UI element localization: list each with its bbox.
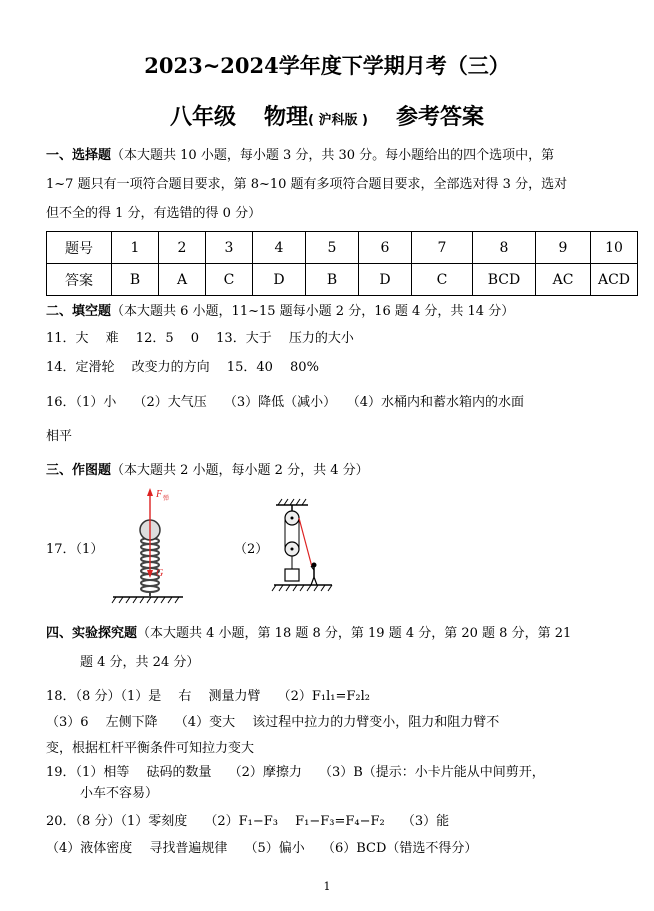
table-cell: 5 [306,232,359,264]
table-cell: 6 [359,232,412,264]
q17-label: 17．（1） [46,542,104,557]
section2-desc: （本大题共 6 小题，11~15 题每小题 2 分，16 题 4 分，共 14 分） [111,304,515,319]
answer-q18-3: 变，根据杠杆平衡条件可知拉力变大 [46,741,255,756]
table-cell: A [159,264,206,296]
force-label-top-sub: 弹 [163,495,170,502]
force-label-bottom: G [156,568,164,579]
section1-heading: 一、选择题 [46,148,112,163]
table-cell: 10 [591,232,638,264]
table-cell: 2 [159,232,206,264]
table-cell: 7 [412,232,473,264]
section3-heading: 三、作图题 [46,463,112,478]
edition-label: ( 沪科版 ) [308,113,368,128]
table-cell-label: 题号 [47,232,112,264]
table-cell: BCD [473,264,536,296]
answer-q14: 14．定滑轮 改变力的方向 15．40 80% [46,360,319,375]
answer-q19-1: 19．（1）相等 砝码的数量 （2）摩擦力 （3）B（提示：小卡片能从中间剪开， [46,765,545,780]
section1-desc-3: 但不全的得 1 分，有选错的得 0 分） [46,206,262,221]
figure-ball-on-spring [108,485,188,605]
figure-pulley-system [262,497,338,593]
grade-label: 八年级 [170,105,237,130]
table-cell: 8 [473,232,536,264]
table-cell: 3 [206,232,253,264]
answer-q19-2: 小车不容易） [80,786,159,801]
section4-line1 [46,625,571,643]
q17-part2-label: （2） [234,542,269,557]
section2-heading: 二、填空题 [46,304,112,319]
answer-q18-2: （3）6 左侧下降 （4）变大 该过程中拉力的力臂变小，阻力和阻力臂不 [46,715,500,730]
section1-desc-1: （本大题共 10 小题，每小题 3 分，共 30 分。每小题给出的四个选项中，第 [111,148,555,163]
answer-q20-2: （4）液体密度 寻找普遍规律 （5）偏小 （6）BCD（错选不得分） [46,841,478,856]
answer-q11: 11．大 难 12．5 0 13．大于 压力的大小 [46,331,354,346]
table-row-answers [47,264,638,296]
answer-q20-1: 20．（8 分）（1）零刻度 （2）F₁−F₃ F₁−F₃=F₄−F₂ （3）能 [46,814,450,829]
table-cell: 9 [536,232,591,264]
section3-line [46,462,369,480]
section2-line [46,303,514,321]
document-subtitle [0,100,654,131]
answer-q18-1: 18．（8 分）（1）是 右 测量力臂 （2）F₁l₁=F₂l₂ [46,689,370,704]
subject-label: 物理 [264,105,309,130]
answer-table [46,231,638,296]
section3-desc: （本大题共 2 小题，每小题 2 分，共 4 分） [111,463,369,478]
answer-q16-cont: 相平 [46,429,73,444]
answer-q16: 16．（1）小 （2）大气压 （3）降低（减小） （4）水桶内和蓄水箱内的水面 [46,395,525,410]
section4-heading: 四、实验探究题 [46,626,138,641]
table-cell-label: 答案 [47,264,112,296]
document-title: 2023~2024学年度下学期月考（三） [144,53,510,78]
table-cell: 1 [112,232,159,264]
table-cell: D [253,264,306,296]
doc-type-label: 参考答案 [395,105,484,130]
table-cell: 4 [253,232,306,264]
table-cell: D [359,264,412,296]
table-cell: C [412,264,473,296]
section4-desc-1: （本大题共 4 小题，第 18 题 8 分，第 19 题 4 分，第 20 题 8 分，第 21 [137,626,572,641]
section4-desc-2: 题 4 分，共 24 分） [80,655,200,670]
table-cell: B [306,264,359,296]
section1-line1 [46,147,554,165]
table-cell: B [112,264,159,296]
table-cell: C [206,264,253,296]
section1-desc-2: 1~7 题只有一项符合题目要求，第 8~10 题有多项符合题目要求，全部选对得 3 分，选对 [46,177,568,192]
page-number: 1 [323,880,331,893]
table-row-numbers [47,232,638,264]
table-cell: AC [536,264,591,296]
table-cell: ACD [591,264,638,296]
force-label-top: F [156,489,163,500]
